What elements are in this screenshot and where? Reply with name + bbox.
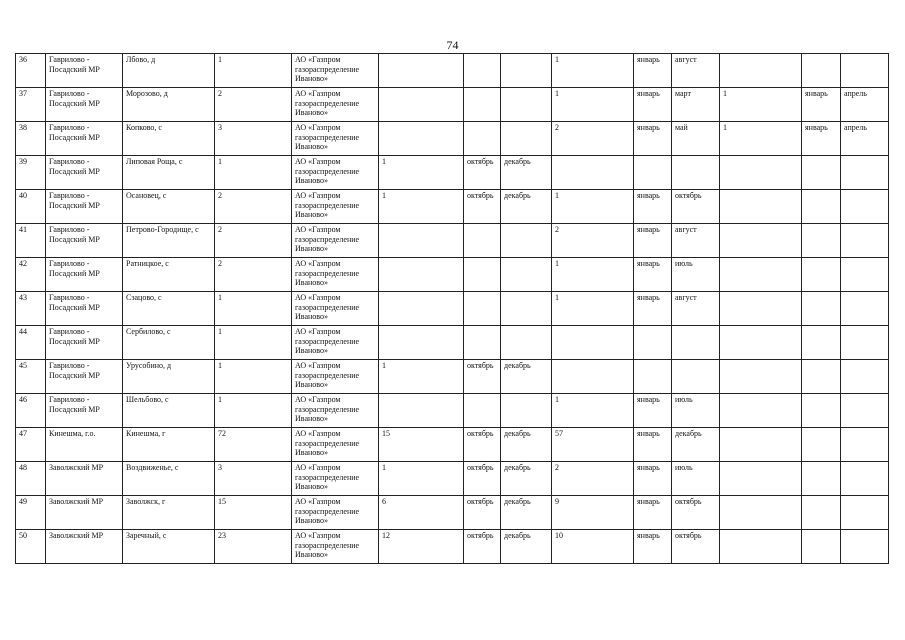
period-2-start-month-cell: [634, 360, 672, 394]
period-3-start-month-cell: [802, 428, 841, 462]
locality-cell: Сзацово, с: [123, 292, 215, 326]
organization-cell: АО «Газпром газораспределение Иваново»: [292, 360, 379, 394]
organization-cell: АО «Газпром газораспределение Иваново»: [292, 156, 379, 190]
organization-cell: АО «Газпром газораспределение Иваново»: [292, 326, 379, 360]
row-number-cell: 49: [16, 496, 46, 530]
district-cell: Гаврилово - Посадский МР: [46, 224, 123, 258]
period-3-end-month-cell: [841, 224, 889, 258]
period-3-start-month-cell: [802, 258, 841, 292]
table-row: [16, 530, 889, 564]
period-3-count-cell: 1: [720, 88, 802, 122]
total-count-cell: 1: [215, 394, 292, 428]
district-cell: Гаврилово - Посадский МР: [46, 156, 123, 190]
period-3-end-month-cell: [841, 292, 889, 326]
period-2-count-cell: [552, 360, 634, 394]
total-count-cell: 1: [215, 326, 292, 360]
period-3-start-month-cell: [802, 292, 841, 326]
period-1-start-month-cell: октябрь: [464, 428, 501, 462]
period-2-start-month-cell: январь: [634, 530, 672, 564]
period-2-start-month-cell: январь: [634, 496, 672, 530]
page-number: 74: [446, 38, 459, 52]
period-1-count-cell: 12: [379, 530, 464, 564]
period-2-end-month-cell: август: [672, 292, 720, 326]
total-count-cell: 72: [215, 428, 292, 462]
row-number-cell: 45: [16, 360, 46, 394]
period-2-count-cell: 57: [552, 428, 634, 462]
locality-cell: Урусобино, д: [123, 360, 215, 394]
period-1-start-month-cell: [464, 54, 501, 88]
organization-cell: АО «Газпром газораспределение Иваново»: [292, 258, 379, 292]
period-2-count-cell: 1: [552, 292, 634, 326]
period-2-start-month-cell: январь: [634, 122, 672, 156]
district-cell: Гаврилово - Посадский МР: [46, 292, 123, 326]
total-count-cell: 15: [215, 496, 292, 530]
period-3-end-month-cell: [841, 326, 889, 360]
row-number-cell: 39: [16, 156, 46, 190]
period-1-end-month-cell: [501, 88, 552, 122]
period-3-count-cell: [720, 258, 802, 292]
organization-cell: АО «Газпром газораспределение Иваново»: [292, 428, 379, 462]
period-2-start-month-cell: [634, 156, 672, 190]
period-3-start-month-cell: [802, 530, 841, 564]
period-1-count-cell: 6: [379, 496, 464, 530]
period-1-start-month-cell: октябрь: [464, 190, 501, 224]
period-1-end-month-cell: [501, 122, 552, 156]
locality-cell: Сербилово, с: [123, 326, 215, 360]
period-3-end-month-cell: [841, 394, 889, 428]
period-3-start-month-cell: [802, 360, 841, 394]
period-1-start-month-cell: [464, 224, 501, 258]
total-count-cell: 2: [215, 258, 292, 292]
locality-cell: Морозово, д: [123, 88, 215, 122]
locality-cell: Заволжск, г: [123, 496, 215, 530]
period-3-count-cell: [720, 496, 802, 530]
organization-cell: АО «Газпром газораспределение Иваново»: [292, 462, 379, 496]
period-3-start-month-cell: январь: [802, 122, 841, 156]
period-3-count-cell: [720, 326, 802, 360]
period-2-start-month-cell: [634, 326, 672, 360]
organization-cell: АО «Газпром газораспределение Иваново»: [292, 292, 379, 326]
row-number-cell: 47: [16, 428, 46, 462]
period-1-end-month-cell: [501, 394, 552, 428]
row-number-cell: 42: [16, 258, 46, 292]
period-3-count-cell: [720, 54, 802, 88]
period-1-end-month-cell: [501, 224, 552, 258]
total-count-cell: 3: [215, 462, 292, 496]
period-1-count-cell: [379, 88, 464, 122]
period-3-count-cell: [720, 428, 802, 462]
row-number-cell: 36: [16, 54, 46, 88]
period-2-end-month-cell: август: [672, 224, 720, 258]
period-1-start-month-cell: октябрь: [464, 156, 501, 190]
row-number-cell: 43: [16, 292, 46, 326]
district-cell: Заволжский МР: [46, 530, 123, 564]
period-1-end-month-cell: декабрь: [501, 496, 552, 530]
period-3-end-month-cell: [841, 530, 889, 564]
period-1-start-month-cell: октябрь: [464, 530, 501, 564]
period-3-start-month-cell: январь: [802, 88, 841, 122]
district-cell: Гаврилово - Посадский МР: [46, 360, 123, 394]
district-cell: Гаврилово - Посадский МР: [46, 394, 123, 428]
table-row: [16, 122, 889, 156]
period-2-end-month-cell: [672, 360, 720, 394]
table-row: [16, 326, 889, 360]
table-row: [16, 394, 889, 428]
period-3-count-cell: [720, 156, 802, 190]
table-row: [16, 360, 889, 394]
period-2-count-cell: 10: [552, 530, 634, 564]
table-row: [16, 428, 889, 462]
row-number-cell: 44: [16, 326, 46, 360]
period-3-start-month-cell: [802, 54, 841, 88]
period-1-count-cell: [379, 258, 464, 292]
period-2-end-month-cell: [672, 326, 720, 360]
period-1-start-month-cell: [464, 258, 501, 292]
period-2-start-month-cell: январь: [634, 292, 672, 326]
period-3-end-month-cell: [841, 54, 889, 88]
period-2-start-month-cell: январь: [634, 428, 672, 462]
period-2-start-month-cell: январь: [634, 258, 672, 292]
period-1-count-cell: [379, 122, 464, 156]
period-2-count-cell: 2: [552, 122, 634, 156]
organization-cell: АО «Газпром газораспределение Иваново»: [292, 224, 379, 258]
period-1-end-month-cell: [501, 326, 552, 360]
locality-cell: Ратницкое, с: [123, 258, 215, 292]
period-3-end-month-cell: апрель: [841, 122, 889, 156]
period-2-count-cell: 1: [552, 54, 634, 88]
district-cell: Гаврилово - Посадский МР: [46, 258, 123, 292]
period-2-start-month-cell: январь: [634, 88, 672, 122]
period-2-count-cell: 1: [552, 258, 634, 292]
period-2-end-month-cell: август: [672, 54, 720, 88]
row-number-cell: 41: [16, 224, 46, 258]
period-2-count-cell: [552, 156, 634, 190]
period-1-end-month-cell: декабрь: [501, 360, 552, 394]
locality-cell: Петрово-Городище, с: [123, 224, 215, 258]
period-1-start-month-cell: октябрь: [464, 462, 501, 496]
period-1-end-month-cell: декабрь: [501, 530, 552, 564]
period-3-count-cell: [720, 530, 802, 564]
district-cell: Гаврилово - Посадский МР: [46, 88, 123, 122]
table-row: [16, 258, 889, 292]
period-2-start-month-cell: январь: [634, 54, 672, 88]
period-3-count-cell: [720, 360, 802, 394]
row-number-cell: 48: [16, 462, 46, 496]
period-1-start-month-cell: [464, 122, 501, 156]
period-2-count-cell: 1: [552, 88, 634, 122]
period-1-count-cell: 1: [379, 190, 464, 224]
organization-cell: АО «Газпром газораспределение Иваново»: [292, 88, 379, 122]
locality-cell: Кинешма, г: [123, 428, 215, 462]
period-3-count-cell: [720, 190, 802, 224]
period-1-start-month-cell: [464, 88, 501, 122]
period-3-count-cell: 1: [720, 122, 802, 156]
period-1-count-cell: 1: [379, 156, 464, 190]
period-2-start-month-cell: январь: [634, 462, 672, 496]
period-3-end-month-cell: апрель: [841, 88, 889, 122]
organization-cell: АО «Газпром газораспределение Иваново»: [292, 530, 379, 564]
period-1-count-cell: [379, 394, 464, 428]
district-cell: Гаврилово - Посадский МР: [46, 326, 123, 360]
table-row: [16, 292, 889, 326]
period-2-count-cell: 9: [552, 496, 634, 530]
period-1-count-cell: [379, 224, 464, 258]
period-1-end-month-cell: декабрь: [501, 156, 552, 190]
period-2-end-month-cell: июль: [672, 394, 720, 428]
locality-cell: Воздвиженье, с: [123, 462, 215, 496]
period-2-end-month-cell: март: [672, 88, 720, 122]
period-3-start-month-cell: [802, 326, 841, 360]
period-2-end-month-cell: июль: [672, 462, 720, 496]
total-count-cell: 3: [215, 122, 292, 156]
organization-cell: АО «Газпром газораспределение Иваново»: [292, 496, 379, 530]
district-cell: Кинешма, г.о.: [46, 428, 123, 462]
period-2-count-cell: 1: [552, 190, 634, 224]
period-1-start-month-cell: октябрь: [464, 496, 501, 530]
period-3-count-cell: [720, 462, 802, 496]
period-2-end-month-cell: [672, 156, 720, 190]
period-1-end-month-cell: декабрь: [501, 462, 552, 496]
period-3-start-month-cell: [802, 496, 841, 530]
total-count-cell: 1: [215, 360, 292, 394]
period-1-start-month-cell: октябрь: [464, 360, 501, 394]
total-count-cell: 1: [215, 292, 292, 326]
organization-cell: АО «Газпром газораспределение Иваново»: [292, 394, 379, 428]
district-cell: Гаврилово - Посадский МР: [46, 190, 123, 224]
row-number-cell: 37: [16, 88, 46, 122]
table-row: [16, 156, 889, 190]
period-3-end-month-cell: [841, 428, 889, 462]
period-2-end-month-cell: декабрь: [672, 428, 720, 462]
organization-cell: АО «Газпром газораспределение Иваново»: [292, 122, 379, 156]
row-number-cell: 50: [16, 530, 46, 564]
period-2-end-month-cell: октябрь: [672, 190, 720, 224]
period-1-end-month-cell: декабрь: [501, 190, 552, 224]
total-count-cell: 2: [215, 190, 292, 224]
total-count-cell: 2: [215, 224, 292, 258]
locality-cell: Копково, с: [123, 122, 215, 156]
table-row: [16, 54, 889, 88]
period-1-end-month-cell: [501, 258, 552, 292]
row-number-cell: 38: [16, 122, 46, 156]
period-1-count-cell: [379, 54, 464, 88]
period-3-end-month-cell: [841, 258, 889, 292]
table-row: [16, 224, 889, 258]
period-3-start-month-cell: [802, 224, 841, 258]
period-2-count-cell: 2: [552, 224, 634, 258]
period-3-end-month-cell: [841, 360, 889, 394]
period-3-end-month-cell: [841, 156, 889, 190]
locality-cell: Шельбово, с: [123, 394, 215, 428]
period-1-count-cell: [379, 326, 464, 360]
locality-cell: Осановец, с: [123, 190, 215, 224]
total-count-cell: 1: [215, 54, 292, 88]
table-body: [16, 54, 889, 564]
period-2-start-month-cell: январь: [634, 224, 672, 258]
table-row: [16, 462, 889, 496]
district-cell: Заволжский МР: [46, 496, 123, 530]
period-1-count-cell: 1: [379, 360, 464, 394]
period-2-end-month-cell: октябрь: [672, 496, 720, 530]
period-1-start-month-cell: [464, 326, 501, 360]
table-row: [16, 190, 889, 224]
district-cell: Гаврилово - Посадский МР: [46, 54, 123, 88]
period-1-count-cell: 1: [379, 462, 464, 496]
locality-cell: Лбово, д: [123, 54, 215, 88]
period-1-count-cell: [379, 292, 464, 326]
period-3-start-month-cell: [802, 462, 841, 496]
period-3-end-month-cell: [841, 496, 889, 530]
period-1-end-month-cell: [501, 54, 552, 88]
gasification-schedule-table: [15, 53, 889, 564]
locality-cell: Заречный, с: [123, 530, 215, 564]
period-2-count-cell: [552, 326, 634, 360]
period-1-end-month-cell: декабрь: [501, 428, 552, 462]
organization-cell: АО «Газпром газораспределение Иваново»: [292, 190, 379, 224]
period-3-end-month-cell: [841, 190, 889, 224]
period-1-count-cell: 15: [379, 428, 464, 462]
period-2-end-month-cell: октябрь: [672, 530, 720, 564]
period-2-count-cell: 1: [552, 394, 634, 428]
period-3-start-month-cell: [802, 394, 841, 428]
period-3-end-month-cell: [841, 462, 889, 496]
period-3-start-month-cell: [802, 190, 841, 224]
total-count-cell: 1: [215, 156, 292, 190]
period-1-start-month-cell: [464, 394, 501, 428]
table-row: [16, 496, 889, 530]
locality-cell: Липовая Роща, с: [123, 156, 215, 190]
period-2-count-cell: 2: [552, 462, 634, 496]
district-cell: Заволжский МР: [46, 462, 123, 496]
period-3-count-cell: [720, 224, 802, 258]
row-number-cell: 40: [16, 190, 46, 224]
period-1-end-month-cell: [501, 292, 552, 326]
period-2-start-month-cell: январь: [634, 190, 672, 224]
period-2-end-month-cell: май: [672, 122, 720, 156]
period-2-end-month-cell: июль: [672, 258, 720, 292]
table-row: [16, 88, 889, 122]
period-3-count-cell: [720, 292, 802, 326]
period-2-start-month-cell: январь: [634, 394, 672, 428]
period-3-start-month-cell: [802, 156, 841, 190]
district-cell: Гаврилово - Посадский МР: [46, 122, 123, 156]
period-1-start-month-cell: [464, 292, 501, 326]
total-count-cell: 2: [215, 88, 292, 122]
row-number-cell: 46: [16, 394, 46, 428]
period-3-count-cell: [720, 394, 802, 428]
total-count-cell: 23: [215, 530, 292, 564]
organization-cell: АО «Газпром газораспределение Иваново»: [292, 54, 379, 88]
